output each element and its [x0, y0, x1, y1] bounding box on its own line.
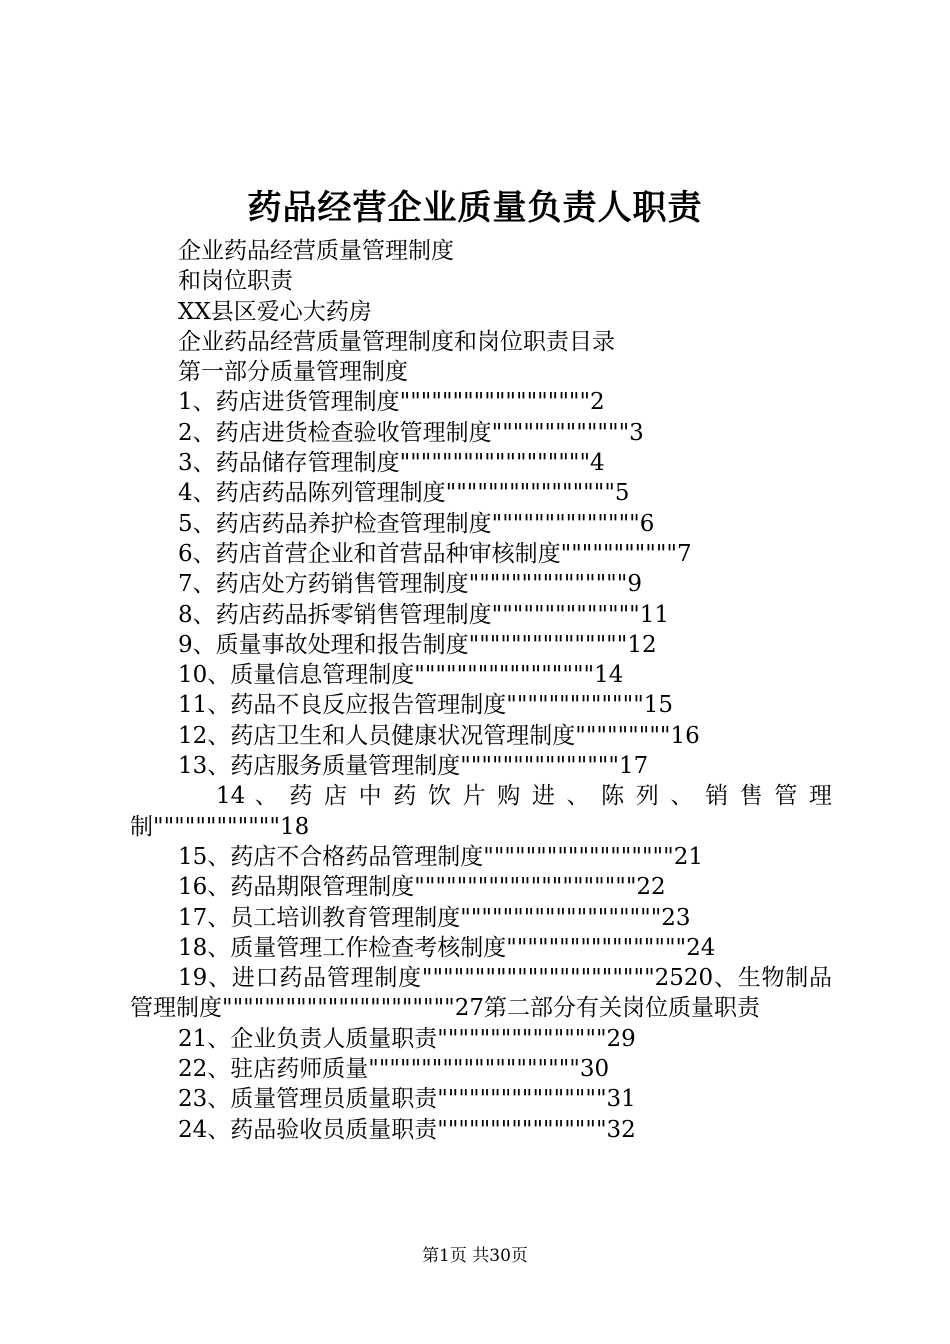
toc-entry-19-20: 19、进口药品管理制度""""""""""""""""""""""2520、生物制品管理制度""""""""""""""""""""""27第二部分有关岗位质量职责	[130, 965, 832, 1022]
toc-entry: 23、质量管理员质量职责""""""""""""""""31	[178, 1086, 636, 1113]
toc-entry: 6、药店首营企业和首营品种审核制度"""""""""""7	[178, 540, 692, 567]
toc-entry: 13、药店服务质量管理制度"""""""""""""""17	[178, 753, 649, 780]
page-title: 药品经营企业质量负责人职责	[247, 188, 703, 228]
section-heading: 第一部分质量管理制度	[178, 359, 408, 386]
toc-entry: 9、质量事故处理和报告制度"""""""""""""""12	[178, 631, 657, 658]
text-line: XX县区爱心大药房	[178, 298, 372, 325]
toc-entry: 2、药店进货检查验收管理制度"""""""""""""3	[178, 419, 644, 446]
toc-entry-14	[130, 781, 832, 842]
text-line: 和岗位职责	[178, 268, 293, 295]
toc-entry: 17、员工培训教育管理制度"""""""""""""""""""23	[178, 904, 691, 931]
toc-entry: 8、药店药品拆零销售管理制度""""""""""""""11	[178, 601, 670, 628]
document-body	[130, 236, 832, 1145]
toc-entry: 15、药店不合格药品管理制度""""""""""""""""""21	[178, 843, 703, 870]
toc-entry-14-line1: 14 、 药 店 中 药 饮 片 购 进 、 陈 列 、 销 售 管 理	[216, 783, 832, 810]
toc-entry: 3、药品储存管理制度""""""""""""""""""4	[178, 450, 605, 477]
toc-entry: 10、质量信息管理制度"""""""""""""""""14	[178, 662, 624, 689]
toc-entry-14-line2: 制""""""""""""18	[130, 813, 310, 840]
toc-entry: 5、药店药品养护检查管理制度""""""""""""""6	[178, 510, 655, 537]
toc-entry: 18、质量管理工作检查考核制度"""""""""""""""""24	[178, 934, 716, 961]
toc-entry: 16、药品期限管理制度"""""""""""""""""""""22	[178, 874, 666, 901]
toc-entry: 4、药店药品陈列管理制度""""""""""""""""5	[178, 480, 630, 507]
toc-entry: 24、药品验收员质量职责""""""""""""""""32	[178, 1116, 636, 1143]
toc-entry: 12、药店卫生和人员健康状况管理制度"""""""""16	[178, 722, 700, 749]
toc-entry: 21、企业负责人质量职责""""""""""""""""29	[178, 1025, 636, 1052]
toc-heading: 企业药品经营质量管理制度和岗位职责目录	[178, 328, 615, 355]
toc-entry: 11、药品不良反应报告管理制度"""""""""""""15	[178, 692, 674, 719]
toc-entry: 22、驻店药师质量""""""""""""""""""""30	[178, 1056, 610, 1083]
toc-entry: 7、药店处方药销售管理制度"""""""""""""""9	[178, 571, 642, 598]
page-footer: 第1页 共30页	[422, 1246, 528, 1266]
text-line: 企业药品经营质量管理制度	[178, 238, 454, 264]
toc-entry: 1、药店进货管理制度""""""""""""""""""2	[178, 389, 605, 416]
